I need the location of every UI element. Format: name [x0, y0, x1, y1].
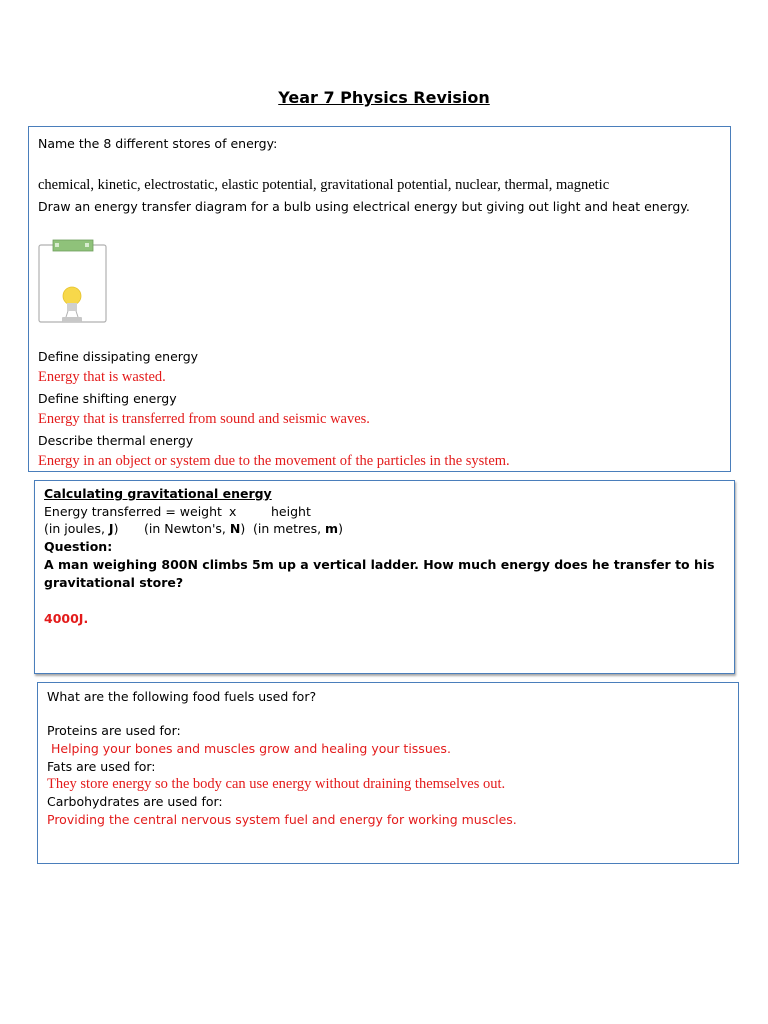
gravitational-heading: Calculating gravitational energy — [44, 486, 272, 501]
unit-metres: (in metres, m) — [253, 521, 343, 536]
answer-fats: They store energy so the body can use energy without draining themselves out. — [47, 776, 506, 792]
formula-rhs: height — [271, 504, 311, 519]
answer-shifting: Energy that is transferred from sound and seismic waves. — [38, 411, 370, 427]
unit-joules: (in joules, J) — [44, 521, 119, 536]
question-dissipating: Define dissipating energy — [38, 349, 199, 364]
formula-operator: x — [229, 504, 237, 519]
formula-lhs: Energy transferred = weight — [44, 504, 222, 519]
page-title: Year 7 Physics Revision — [278, 88, 490, 107]
question-text-line2: gravitational store? — [44, 575, 184, 590]
answer-thermal: Energy in an object or system due to the movement of the particles in the system. — [38, 453, 510, 469]
question-energy-stores: Name the 8 different stores of energy: — [38, 136, 278, 151]
question-answer: 4000J. — [44, 611, 89, 626]
answer-carbohydrates: Providing the central nervous system fuel and energy for working muscles. — [47, 812, 517, 827]
bulb-circuit-diagram — [38, 238, 108, 324]
question-transfer-diagram: Draw an energy transfer diagram for a bulb using electrical energy but giving out light and heat energy. — [38, 199, 690, 214]
answer-proteins: Helping your bones and muscles grow and healing your tissues. — [47, 741, 451, 756]
answer-energy-stores: chemical, kinetic, electrostatic, elastic potential, gravitational potential, nuclear, thermal, magnetic — [38, 177, 610, 193]
question-text-line1: A man weighing 800N climbs 5m up a vertical ladder. How much energy does he transfer to his — [44, 557, 715, 572]
question-shifting: Define shifting energy — [38, 391, 177, 406]
question-thermal: Describe thermal energy — [38, 433, 194, 448]
question-fats: Fats are used for: — [47, 759, 156, 774]
answer-dissipating: Energy that is wasted. — [38, 369, 166, 385]
battery-icon — [53, 240, 93, 251]
question-label: Question: — [44, 539, 113, 554]
food-fuels-heading: What are the following food fuels used for? — [47, 689, 317, 704]
question-proteins: Proteins are used for: — [47, 723, 181, 738]
question-carbohydrates: Carbohydrates are used for: — [47, 794, 223, 809]
unit-newtons: (in Newton's, N) — [144, 521, 246, 536]
lightbulb-icon — [62, 287, 82, 322]
circuit-drawing — [38, 238, 108, 324]
